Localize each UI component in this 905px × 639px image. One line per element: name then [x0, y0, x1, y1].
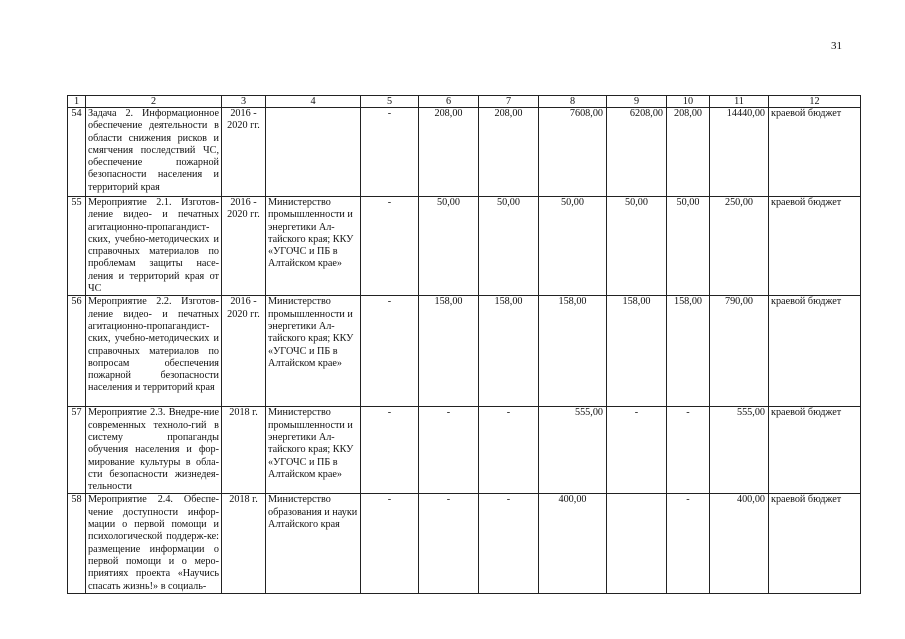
- column-header: 10: [667, 96, 710, 108]
- value-cell: 50,00: [419, 197, 479, 296]
- column-header: 2: [86, 96, 222, 108]
- value-cell: -: [479, 494, 539, 593]
- funding-source-cell: краевой бюджет: [769, 494, 861, 593]
- value-cell: -: [361, 197, 419, 296]
- funding-source-cell: краевой бюджет: [769, 296, 861, 407]
- period-cell: 2016 - 2020 гг.: [222, 197, 266, 296]
- value-cell: -: [419, 407, 479, 494]
- row-number: 57: [68, 407, 86, 494]
- total-cell: 250,00: [710, 197, 769, 296]
- value-cell: 208,00: [667, 108, 710, 197]
- value-cell: [607, 494, 667, 593]
- column-header: 6: [419, 96, 479, 108]
- period-cell: 2018 г.: [222, 407, 266, 494]
- funding-source-cell: краевой бюджет: [769, 108, 861, 197]
- activity-name: Мероприятие 2.3. Внедре-ние современных техноло-гий в систему пропаганды обучения населения и фор-мирование культуры в обла-сти безопасности жизнедея-тельности: [86, 407, 222, 494]
- value-cell: 7608,00: [539, 108, 607, 197]
- value-cell: -: [361, 407, 419, 494]
- value-cell: -: [419, 494, 479, 593]
- column-header: 9: [607, 96, 667, 108]
- column-header: 3: [222, 96, 266, 108]
- value-cell: 555,00: [539, 407, 607, 494]
- value-cell: -: [667, 407, 710, 494]
- funding-source-cell: краевой бюджет: [769, 197, 861, 296]
- value-cell: 158,00: [667, 296, 710, 407]
- value-cell: 158,00: [479, 296, 539, 407]
- column-header: 8: [539, 96, 607, 108]
- value-cell: -: [607, 407, 667, 494]
- value-cell: 50,00: [607, 197, 667, 296]
- value-cell: 208,00: [479, 108, 539, 197]
- value-cell: 50,00: [667, 197, 710, 296]
- table-row: [68, 494, 861, 593]
- period-cell: 2016 - 2020 гг.: [222, 108, 266, 197]
- funding-source-cell: краевой бюджет: [769, 407, 861, 494]
- value-cell: 50,00: [539, 197, 607, 296]
- value-cell: -: [361, 296, 419, 407]
- page-number: 31: [831, 40, 842, 52]
- value-cell: 158,00: [539, 296, 607, 407]
- column-header: 7: [479, 96, 539, 108]
- value-cell: 208,00: [419, 108, 479, 197]
- table-row: [68, 108, 861, 197]
- row-number: 55: [68, 197, 86, 296]
- row-number: 58: [68, 494, 86, 593]
- column-header: 4: [266, 96, 361, 108]
- value-cell: 400,00: [539, 494, 607, 593]
- value-cell: -: [667, 494, 710, 593]
- value-cell: -: [479, 407, 539, 494]
- executor-cell: Министерство образования и науки Алтайского края: [266, 494, 361, 593]
- period-cell: 2018 г.: [222, 494, 266, 593]
- activity-name: Мероприятие 2.1. Изготов-ление видео- и печатных агитационно-пропагандист-ских, учебно-методических и справочных материалов по проблемам защиты насе-ления и территорий края от ЧС: [86, 197, 222, 296]
- column-header: 12: [769, 96, 861, 108]
- value-cell: 50,00: [479, 197, 539, 296]
- table-row: [68, 197, 861, 296]
- value-cell: -: [361, 494, 419, 593]
- value-cell: -: [361, 108, 419, 197]
- period-cell: 2016 - 2020 гг.: [222, 296, 266, 407]
- table-row: [68, 296, 861, 407]
- row-number: 56: [68, 296, 86, 407]
- header-row: [68, 96, 861, 108]
- value-cell: 158,00: [607, 296, 667, 407]
- executor-cell: [266, 108, 361, 197]
- executor-cell: Министерство промышленности и энергетики Ал-тайского края; ККУ «УГОЧС и ПБ в Алтайском крае»: [266, 197, 361, 296]
- total-cell: 400,00: [710, 494, 769, 593]
- activity-name: Мероприятие 2.2. Изготов-ление видео- и печатных агитационно-пропагандист-ских, учебно-методических и справочных материалов по вопросам обеспечения пожарной безопасности населения и территорий края: [86, 296, 222, 407]
- activity-name: Мероприятие 2.4. Обеспе-чение доступности инфор-мации о первой помощи и психологической поддерж-ке: размещение информации о первой помощи и о меро-приятиях проекта «Научись спасать жизнь!» в социаль-: [86, 494, 222, 593]
- column-header: 5: [361, 96, 419, 108]
- total-cell: 14440,00: [710, 108, 769, 197]
- total-cell: 790,00: [710, 296, 769, 407]
- executor-cell: Министерство промышленности и энергетики Ал-тайского края; ККУ «УГОЧС и ПБ в Алтайском крае»: [266, 296, 361, 407]
- column-header: 11: [710, 96, 769, 108]
- value-cell: 6208,00: [607, 108, 667, 197]
- row-number: 54: [68, 108, 86, 197]
- value-cell: 158,00: [419, 296, 479, 407]
- total-cell: 555,00: [710, 407, 769, 494]
- column-header: 1: [68, 96, 86, 108]
- activity-name: Задача 2. Информационное обеспечение деятельности в области снижения рисков и смягчения последствий ЧС, обеспечение пожарной безопасности населения и территорий края: [86, 108, 222, 197]
- budget-table: [67, 95, 861, 594]
- table-row: [68, 407, 861, 494]
- executor-cell: Министерство промышленности и энергетики Ал-тайского края; ККУ «УГОЧС и ПБ в Алтайском крае»: [266, 407, 361, 494]
